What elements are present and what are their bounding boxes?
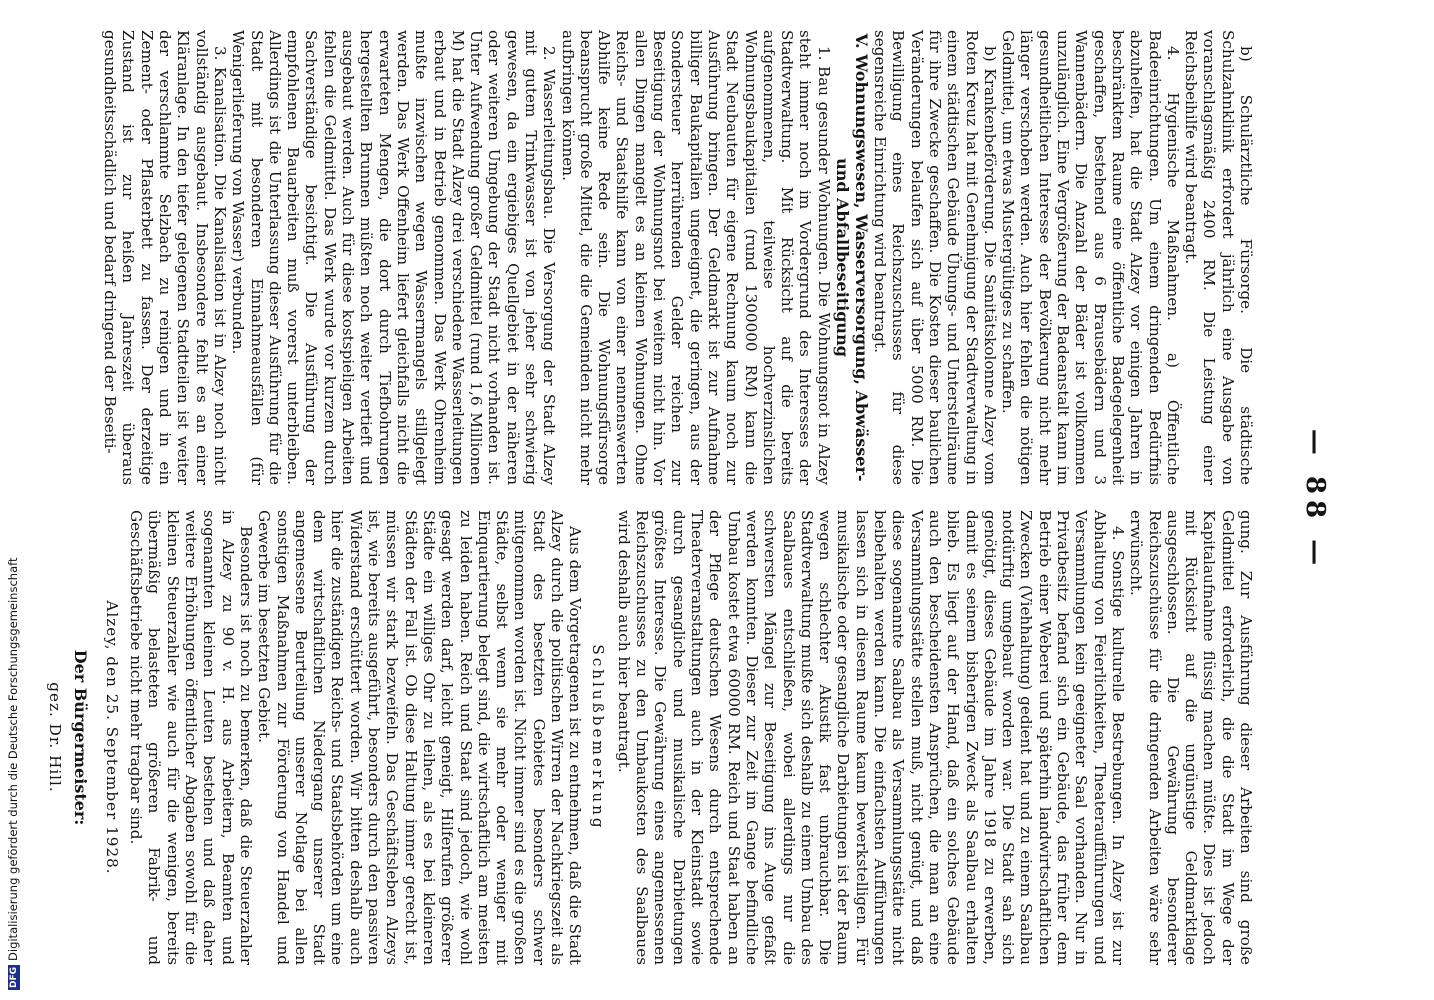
paragraph-school-dental: b) Schulärztliche Fürsorge. Die städtische Schulzahnklinik erfordert jährlich eine Ausgabe von voranschlagsmäßig 2400 RM. Die Leistung einer Reichsbeihilfe wird beantragt. [1182,30,1255,485]
paragraph-closing: Aus dem Vorgetragenen ist zu entnehmen, daß die Stadt Alzey durch die politischen Wirren der Nachkriegszeit als Stadt des besetzten Gebietes besonders schwer mitgenommen worden ist. Nicht immer sind es die großen Städte, selbst wenn sie mehr oder weniger mit Einquartierung belegt sind, die wirtschaftlich am meisten zu leiden haben. Reich und Staat sind jedoch, wie wohl gesagt werden darf, leicht geneigt, Hilferufen größerer Städte ein williges Ohr zu leihen, als es bei kleineren Städten der Fall ist. Ob diese Haltung immer gerecht ist, müssen wir stark bezweifeln. Das Geschäftsleben Alzeys ist, wie bereits ausgeführt, besonders durch den passiven Widerstand erschüttert worden. Wir bitten deshalb auch hier die zuständigen Reichs- und Staatsbehörden um eine dem wirtschaftlichen Niedergang unserer Stadt angemessene Beurteilung unserer Notlage bei allen sonstigen Maßnahmen zur Förderung von Handel und Gewerbe im besetzten Gebiet. [255,510,585,965]
funding-text: Digitalisierung gefördert durch die Deutsche Forschungsgemeinschaft [6,557,20,961]
paragraph-taxpayers: Besonders ist noch zu bemerken, daß die Steuerzahler in Alzey zu 90 v. H. aus Arbeitern, Beamten und sogenannten kleinen Leuten bestehen und daß daher weitere Erhöhungen öffentlicher Abgaben sowohl für die kleinen Steuerzahler wie auch für die wenigen, bereits übermäßig belasteten größeren Fabrik- und Geschäftsbetriebe nicht mehr tragbar sind. [127,510,255,965]
signer-name: gez. Dr. Hill. [46,682,65,793]
paragraph-ambulance: b) Krankenbeförderung. Die Sanitätskolonne Alzey vom Roten Kreuz hat mit Genehmigung der Stadtverwaltung in einem städtischen Gebäude Übungs- und Unterstellräume für ihre Zwecke geschaffen. Die Kosten dieser baulichen Veränderungen belaufen sich auf über 5000 RM. Die Bewilligung eines Reichszuschusses für diese segensreiche Einrichtung wird beantragt. [871,30,999,485]
dateline: Alzey, den 25. September 1928. [102,600,121,875]
paragraph-sewerage-cont: gung. Zur Ausführung dieser Arbeiten sind große Geldmittel erforderlich, die die Stadt im Wege der Kapitalaufnahme flüssig machen müßte. Dies ist jedoch mit Rücksicht auf die ungünstige Geldmarktlage ausgeschlossen. Die Gewährung besonderer Reichszuschüsse für die dringenden Arbeiten wäre sehr erwünscht. [1127,510,1255,965]
paragraph-housing: 1. Bau gesunder Wohnungen. Die Wohnungsnot in Alzey steht immer noch im Vordergrund des Interesses der Stadtverwaltung. Mit Rücksicht auf die bereits aufgenommenen, teilweise hochverzinslichen Wohnungsbaukapitalien (rund 1300000 RM) kann die Stadt Neubauten für eigene Rechnung kaum noch zur Ausführung bringen. Der Geldmarkt ist zur Aufnahme billiger Baukapitalien ungeeignet, die geringen, aus der Sondersteuer herrührenden Gelder reichen zur Beseitigung der Wohnungsnot bei weitem nicht hin. Vor allen Dingen mangelt es an kleinen Wohnungen. Ohne Reichs- und Staatshilfe kann von einer nennenswerten Abhilfe keine Rede sein. Die Wohnungsfürsorge beansprucht große Mittel, die die Gemeinden nicht mehr aufbringen können. [558,30,833,485]
left-column [101,30,1255,485]
page-number: — 88 — [1300,428,1330,572]
paragraph-hygiene: 4. Hygienische Maßnahmen. a) Öffentliche Badeeinrichtungen. Um einem dringenden Bedürfnis abzuhelfen, hat die Stadt Alzey vor einigen Jahren in beschränktem Raume eine öffentliche Badegelegenheit geschaffen, bestehend aus 6 Brausebädern und 3 Wannenbädern. Die Anzahl der Bäder ist vollkommen unzulänglich. Eine Vergrößerung der Badeanstalt kann im gesundheitlichen Interesse der Bevölkerung nicht mehr länger verschoben werden. Auch hier fehlen die nötigen Geldmittel, um etwas Mustergültiges zu schaffen. [999,30,1182,485]
paragraph-culture: 4. Sonstige kulturelle Bestrebungen. In Alzey ist zur Abhaltung von Feierlichkeiten, Theateraufführungen und Versammlungen kein geeigneter Saal vorhanden. Nur in Privatbesitz befand sich ein Gebäude, das früher dem Betrieb einer Weberei und späterhin landwirtschaftlichen Zwecken (Viehhaltung) gedient hat und zu einem Saalbau notdürftig umgebaut worden war. Die Stadt sah sich genötigt, dieses Gebäude im Jahre 1918 zu erwerben, damit es seinem bisherigen Zweck als Saalbau erhalten blieb. Es liegt auf der Hand, daß ein solches Gebäude auch den bescheidensten Ansprüchen, die man an eine Versammlungsstätte stellen muß, nicht genügt, und daß diese sogenannte Saalbau als Versammlungsstätte nicht beibehalten werden kann. Die einfachsten Aufführungen lassen sich in diesem Raume kaum bewerkstelligen. Für musikalische oder gesangliche Darbietungen ist der Raum wegen schlechter Akustik fast unbrauchbar. Die Stadtverwaltung mußte sich deshalb zu einem Umbau des Saalbaues entschließen, wobei allerdings nur die schwersten Mängel zur Beseitigung ins Auge gefaßt werden konnten. Dieser zur Zeit im Gange befindliche Umbau kostet etwa 60000 RM. Reich und Staat haben an der Pflege deutschen Wesens durch entsprechende Theaterveranstaltungen auch in der Kleinstadt sowie durch gesangliche und musikalische Darbietungen größtes Interesse. Die Gewährung eines angemessenen Reichszuschusses zu den Umbaukosten des Saalbaues wird deshalb auch hier beantragt. [614,510,1127,965]
paragraph-water: 2. Wasserleitungsbau. Die Versorgung der Stadt Alzey mit gutem Trinkwasser ist von jeher sehr schwierig gewesen, da ein ergiebiges Quellgebiet in der näheren oder weiteren Umgebung der Stadt nicht vorhanden ist. Unter Aufwendung großer Geldmittel (rund 1,6 Millionen M) hat die Stadt Alzey drei verschiedene Wasserleitungen erbaut und in Betrieb genommen. Das Werk Ohrenheim mußte inzwischen wegen Wassermangels stillgelegt werden. Das Werk Offenheim liefert gleichfalls nicht die erwarteten Mengen, die dort durch Tiefbohrungen hergestellten Brunnen müßten noch weiter vertieft und ausgebaut werden. Auch für diese kostspieligen Arbeiten fehlen die Geldmittel. Das Werk wurde vor kurzem durch Sachverständige besichtigt. Die Ausführung der empfohlenen Bauarbeiten muß vorerst unterbleiben. Allerdings ist die Unterlassung dieser Ausführung für die Stadt mit besonderen Einnahmeausfällen (für Wenigerlieferung von Wasser) verbunden. [229,30,559,485]
signer-title: Der Bürgermeister: [70,649,90,826]
right-column [46,510,1255,965]
paragraph-sewerage: 3. Kanalisation. Die Kanalisation ist in Alzey noch nicht vollständig ausgebaut. Insbesondere fehlt es an einer Kläranlage. In den tiefer gelegenen Stadtteilen ist weiter der verschlammte Selzbach zu reinigen und in ein Zement- oder Pflasterbett zu fassen. Der derzeitige Zustand ist zur heißen Jahreszeit überaus gesundheitsschädlich und bedarf dringend der Beseiti- [101,30,229,485]
closing-heading: Schlußbemerkung [588,644,607,831]
dfg-logo: DFG [8,966,19,988]
document-page [0,20,1350,980]
section-heading-v: V. Wohnungswesen, Wasserversorgung, Abwässer- und Abfallbeseitigung [832,33,871,482]
